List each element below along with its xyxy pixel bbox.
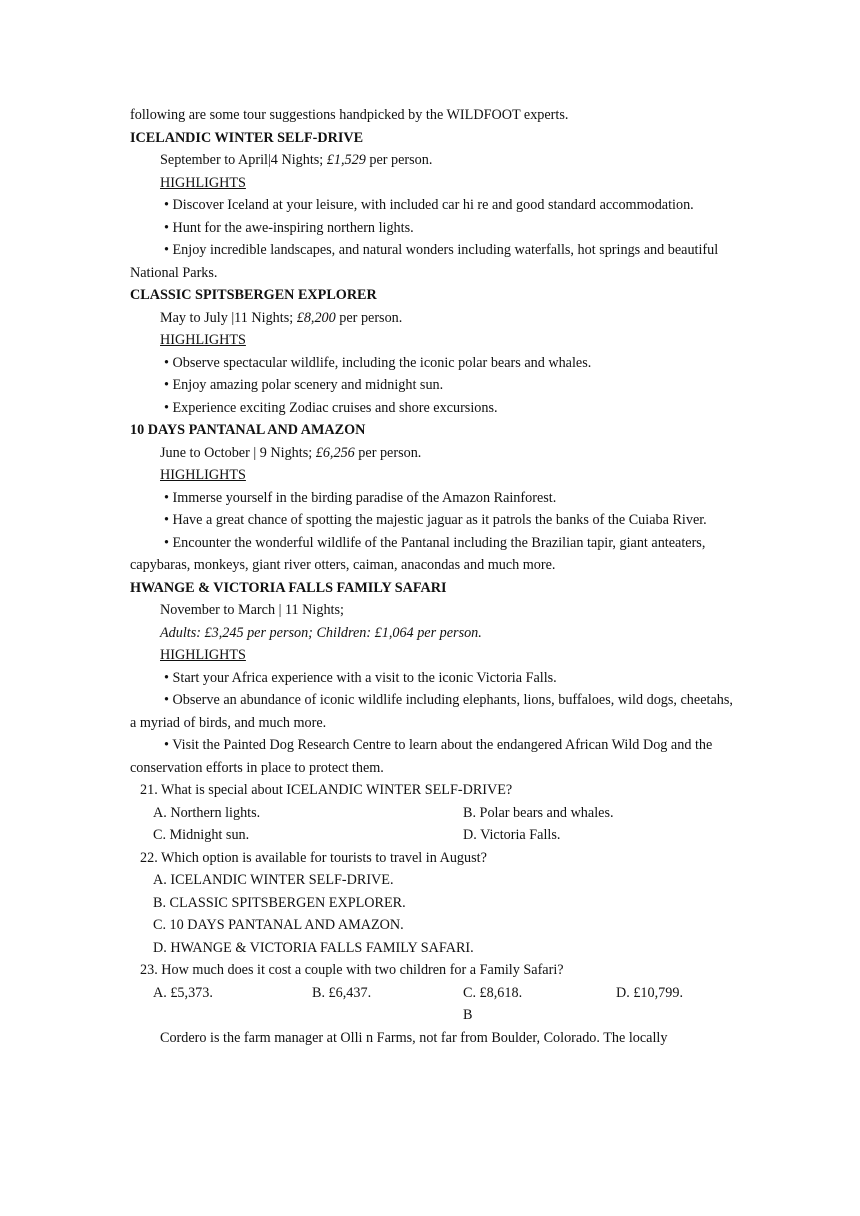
intro-line: following are some tour suggestions handpicked by the WILDFOOT experts.: [130, 107, 569, 123]
highlight-bullet: • Discover Iceland at your leisure, with included car hi re and good standard accommodation.: [164, 197, 694, 213]
question-stem: 21. What is special about ICELANDIC WINTER SELF-DRIVE?: [140, 782, 513, 798]
tour-dates-text: September to April|4 Nights;: [160, 152, 327, 168]
tour-per: per person.: [365, 152, 433, 168]
highlights-heading: HIGHLIGHTS: [160, 174, 246, 191]
option-b[interactable]: B. CLASSIC SPITSBERGEN EXPLORER.: [153, 894, 406, 911]
option-row: [130, 802, 740, 825]
highlight-bullet: • Enjoy incredible landscapes, and natural wonders including waterfalls, hot springs and beautiful National Parks.: [130, 242, 719, 281]
question-stem: 23. How much does it cost a couple with two children for a Family Safari?: [140, 962, 564, 978]
document-page: [130, 104, 740, 1049]
tour-title: 10 DAYS PANTANAL AND AMAZON: [130, 422, 366, 438]
option-row: [130, 824, 740, 847]
option-d[interactable]: D. HWANGE & VICTORIA FALLS FAMILY SAFARI.: [153, 939, 474, 956]
tour-price: £8,200: [296, 309, 336, 326]
option-c[interactable]: C. Midnight sun.: [153, 827, 250, 843]
tour-dates-text: May to July |11 Nights;: [160, 309, 297, 326]
highlights-heading: HIGHLIGHTS: [160, 647, 246, 663]
option-c[interactable]: C. £8,618.: [463, 984, 523, 1001]
section-heading-row: [130, 1004, 740, 1027]
option-d[interactable]: D. £10,799.: [616, 984, 683, 1001]
highlight-bullet: • Encounter the wonderful wildlife of the Pantanal including the Brazilian tapir, giant anteaters, capybaras, monkeys, giant river otters, caiman, anacondas and much more.: [130, 534, 706, 573]
tour-price: £6,256: [315, 444, 355, 461]
highlight-bullet: • Visit the Painted Dog Research Centre to learn about the endangered African Wild Dog and the conservation efforts in place to protect them.: [130, 737, 713, 776]
highlight-bullet: • Have a great chance of spotting the majestic jaguar as it patrols the banks of the Cuiaba River.: [164, 512, 707, 528]
highlight-bullet: • Hunt for the awe-inspiring northern lights.: [164, 219, 414, 236]
highlights-heading: HIGHLIGHTS: [160, 332, 246, 348]
section-letter: B: [463, 1007, 473, 1023]
highlight-bullet: • Observe spectacular wildlife, including the iconic polar bears and whales.: [164, 354, 592, 371]
tour-dates: [130, 149, 740, 172]
question-stem: 22. Which option is available for tourists to travel in August?: [140, 849, 487, 866]
option-b[interactable]: B. £6,437.: [312, 984, 372, 1001]
highlight-bullet: • Experience exciting Zodiac cruises and shore excursions.: [164, 399, 498, 416]
option-b[interactable]: B. Polar bears and whales.: [463, 804, 614, 821]
option-a[interactable]: A. ICELANDIC WINTER SELF-DRIVE.: [153, 872, 394, 888]
highlight-bullet: • Start your Africa experience with a visit to the iconic Victoria Falls.: [164, 669, 557, 686]
tour-title: ICELANDIC WINTER SELF-DRIVE: [130, 129, 364, 146]
tour-title: CLASSIC SPITSBERGEN EXPLORER: [130, 287, 377, 303]
highlight-bullet: • Immerse yourself in the birding paradise of the Amazon Rainforest.: [164, 489, 557, 506]
highlight-bullet: • Observe an abundance of iconic wildlife including elephants, lions, buffaloes, wild dogs, cheetahs, a myriad of birds, and much more.: [130, 692, 733, 731]
next-passage-line: Cordero is the farm manager at Olli n Farms, not far from Boulder, Colorado. The locally: [160, 1029, 668, 1046]
option-row: [130, 982, 740, 1005]
option-a[interactable]: A. £5,373.: [153, 984, 213, 1001]
highlight-bullet: • Enjoy amazing polar scenery and midnight sun.: [164, 377, 444, 393]
tour-dates: [130, 307, 740, 330]
tour-dates: [130, 442, 740, 465]
option-c[interactable]: C. 10 DAYS PANTANAL AND AMAZON.: [153, 917, 404, 933]
tour-dates-text: June to October | 9 Nights;: [160, 444, 316, 461]
tour-per: per person.: [354, 444, 422, 461]
tour-dates: November to March | 11 Nights;: [160, 602, 344, 618]
option-d[interactable]: D. Victoria Falls.: [463, 827, 561, 843]
tour-price: £1,529: [326, 152, 366, 168]
option-a[interactable]: A. Northern lights.: [153, 804, 261, 821]
tour-title: HWANGE & VICTORIA FALLS FAMILY SAFARI: [130, 579, 447, 596]
highlights-heading: HIGHLIGHTS: [160, 467, 246, 483]
tour-per: per person.: [335, 309, 403, 326]
tour-price-line: Adults: £3,245 per person; Children: £1,064 per person.: [160, 624, 482, 641]
